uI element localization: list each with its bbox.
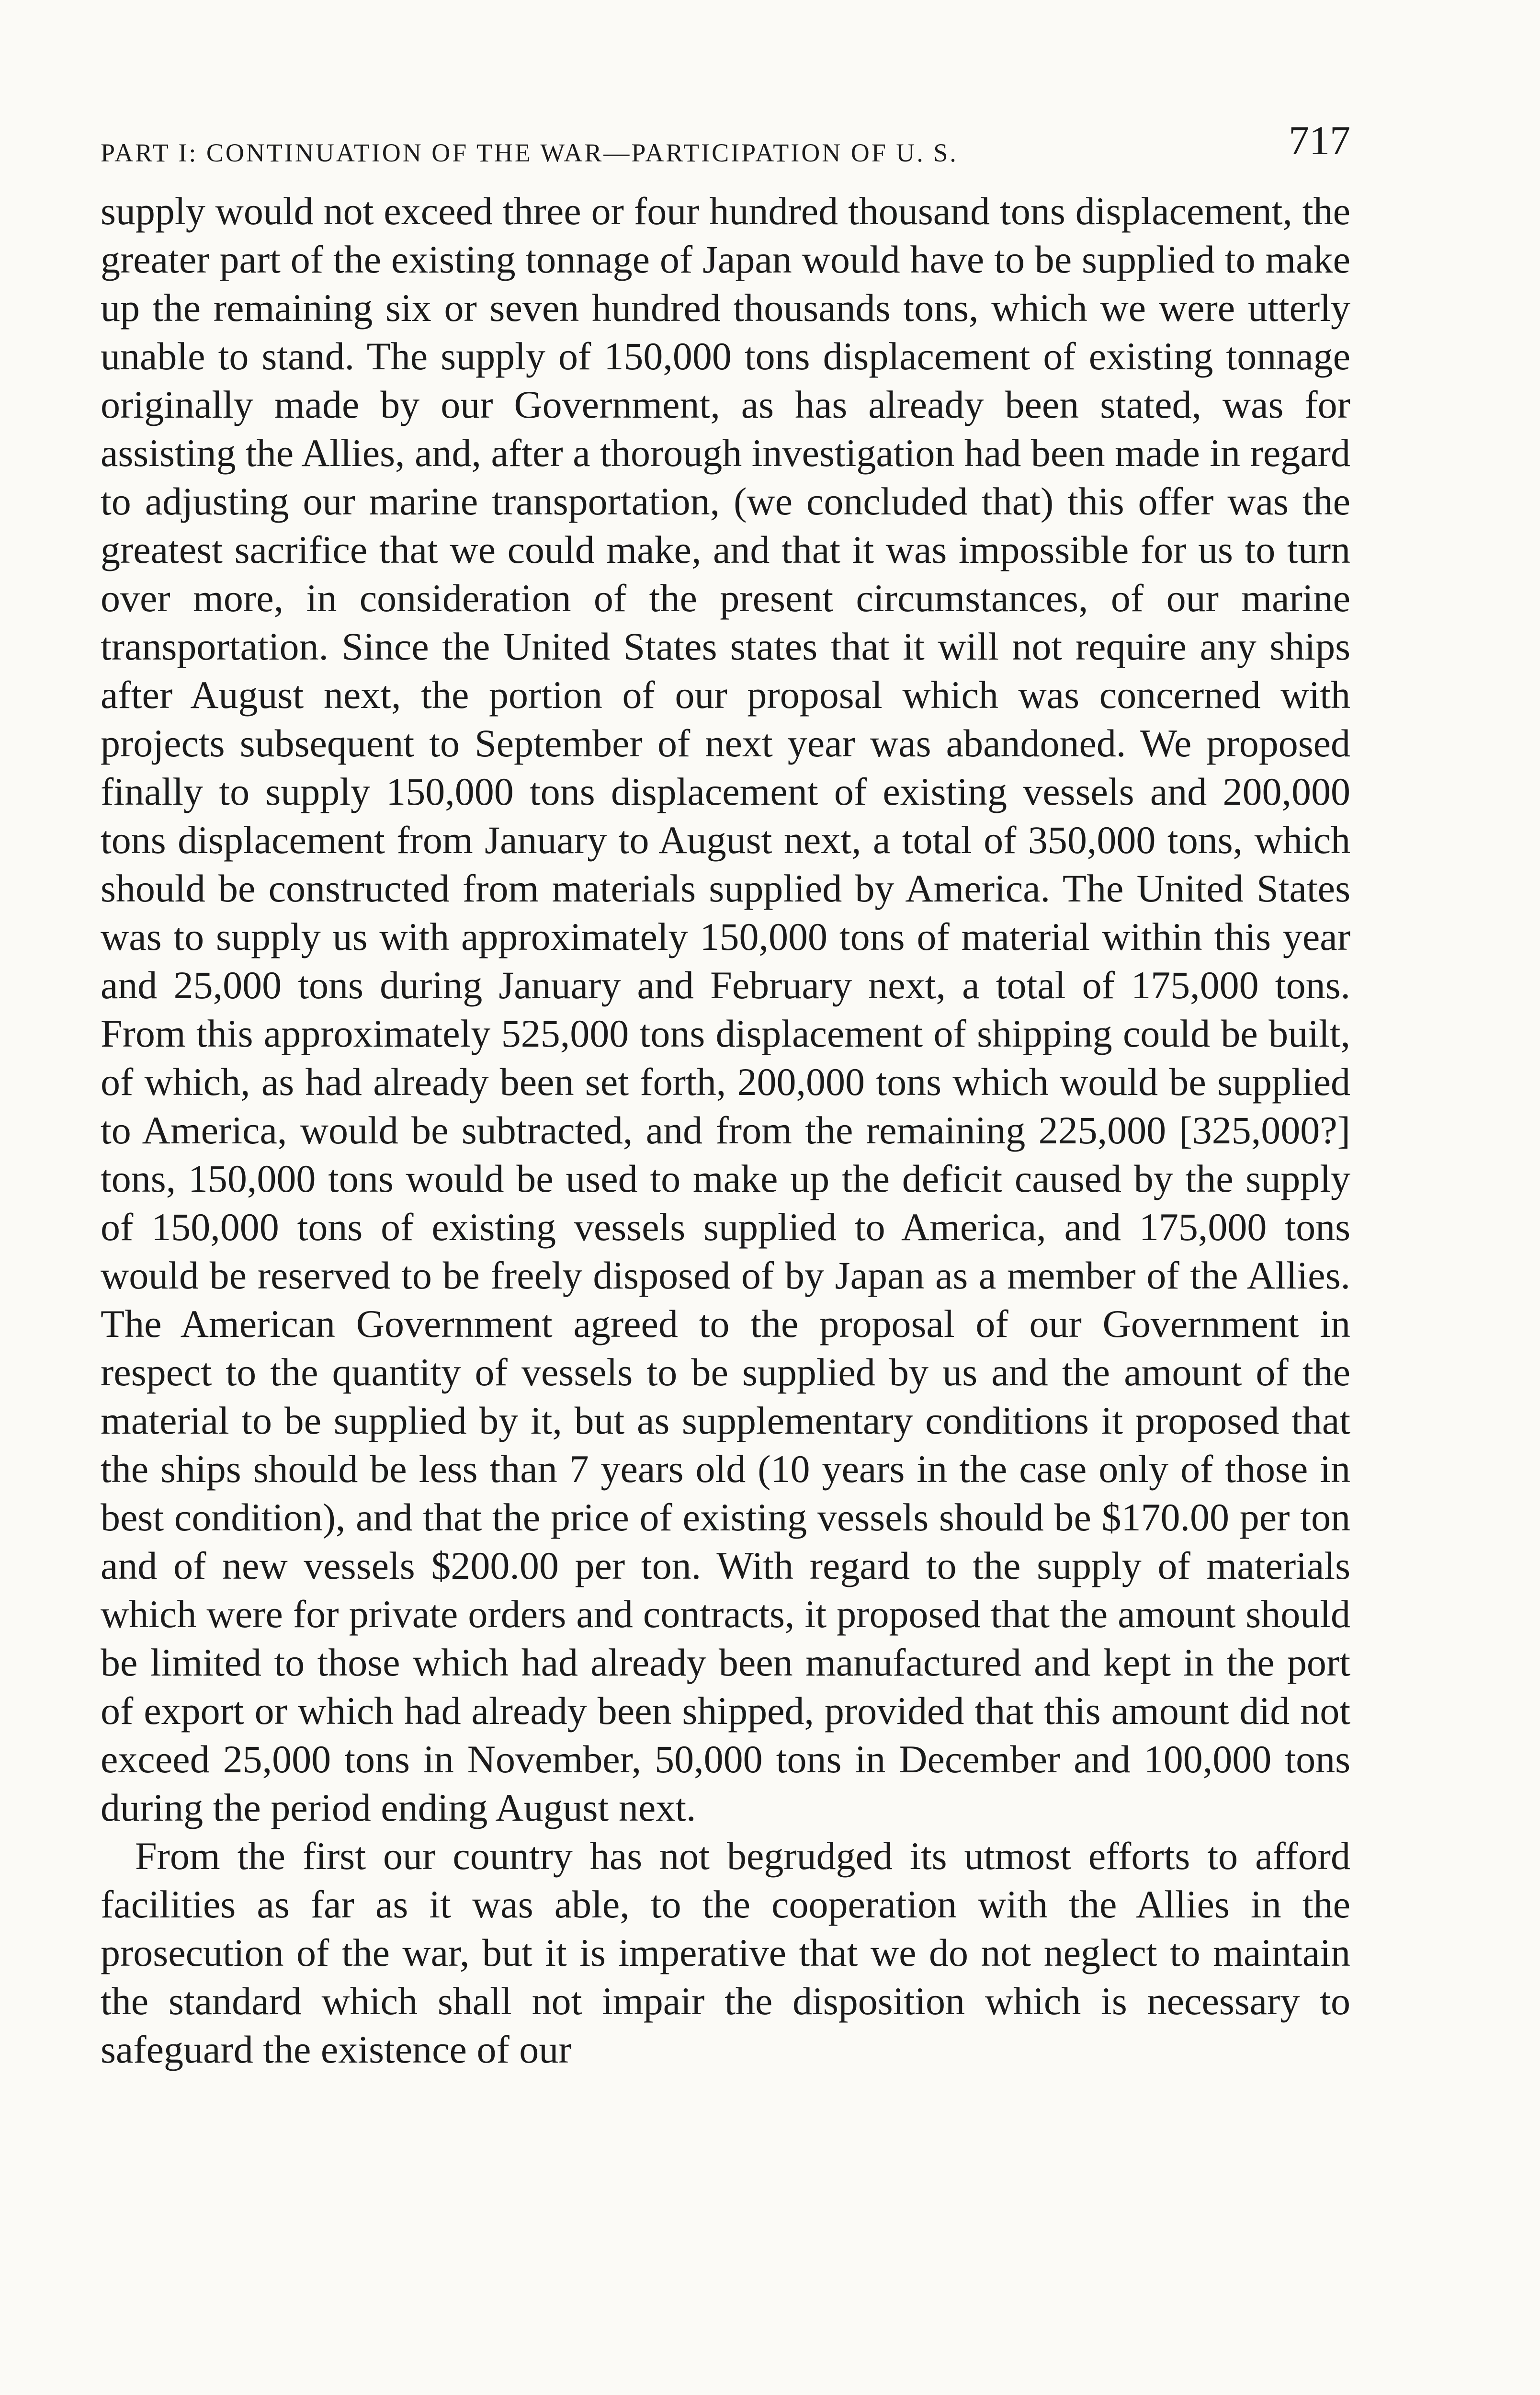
- paragraph-1: supply would not exceed three or four hundred thousand tons displacement, the greater part of the existing tonnage of Japan would have to be supplied to make up the remaining six or seven hundred thousands tons, which we were utterly unable to stand. The supply of 150,000 tons displacement of existing tonnage originally made by our Government, as has already been stated, was for assisting the Allies, and, after a thorough investigation had been made in regard to adjusting our marine transportation, (we concluded that) this offer was the greatest sacrifice that we could make, and that it was impossible for us to turn over more, in consideration of the present circumstances, of our marine transportation. Since the United States states that it will not require any ships after August next, the portion of our proposal which was concerned with projects subsequent to September of next year was abandoned. We proposed finally to supply 150,000 tons displacement of existing vessels and 200,000 tons displacement from January to August next, a total of 350,000 tons, which should be constructed from materials supplied by America. The United States was to supply us with approximately 150,000 tons of material within this year and 25,000 tons during January and February next, a total of 175,000 tons. From this approximately 525,000 tons displacement of shipping could be built, of which, as had already been set forth, 200,000 tons which would be supplied to America, would be subtracted, and from the remaining 225,000 [325,000?] tons, 150,000 tons would be used to make up the deficit caused by the supply of 150,000 tons of existing vessels supplied to America, and 175,000 tons would be reserved to be freely disposed of by Japan as a member of the Allies. The American Government agreed to the proposal of our Government in respect to the quantity of vessels to be supplied by us and the amount of the material to be supplied by it, but as supplementary conditions it proposed that the ships should be less than 7 years old (10 years in the case only of those in best condition), and that the price of existing vessels should be $170.00 per ton and of new vessels $200.00 per ton. With regard to the supply of materials which were for private orders and contracts, it proposed that the amount should be limited to those which had already been manufactured and kept in the port of export or which had already been shipped, provided that this amount did not exceed 25,000 tons in November, 50,000 tons in December and 100,000 tons during the period ending August next.: [101, 189, 1350, 1829]
- page-number: 717: [1289, 117, 1350, 163]
- paragraph-2: From the first our country has not begrudged its utmost efforts to afford facilities as far as it was able, to the cooperation with the Allies in the prosecution of the war, but it is imperative that we do not neglect to maintain the standard which shall not impair the disposition which is necessary to safeguard the existence of our: [101, 1834, 1350, 2071]
- document-page: [101, 117, 1350, 2074]
- running-head: PART I: CONTINUATION OF THE WAR—PARTICIPATION OF U. S.: [101, 138, 958, 167]
- body-text: [101, 187, 1350, 2074]
- page-header: [101, 117, 1350, 187]
